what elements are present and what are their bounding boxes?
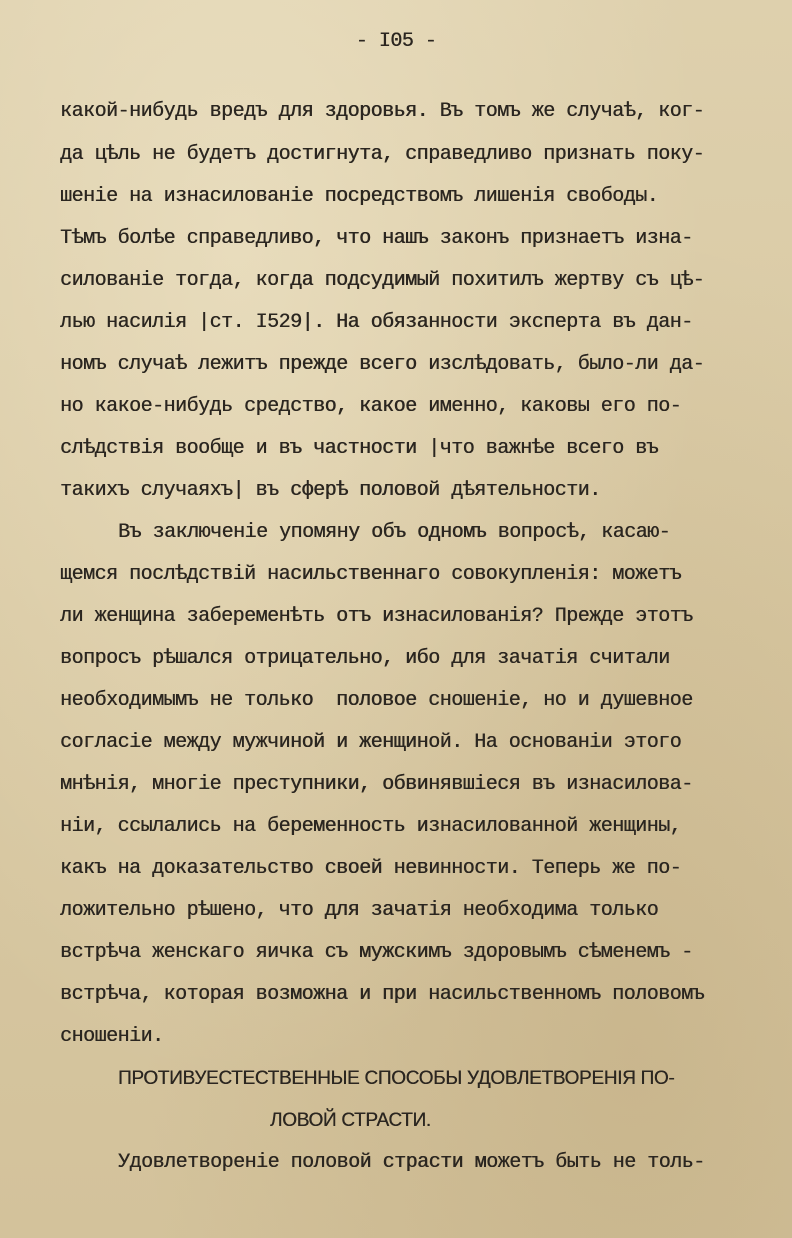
page-number: - I05 -: [355, 30, 437, 53]
text-line: ли женщина забеременѣть отъ изнасилованія? Прежде этотъ: [60, 605, 693, 628]
text-line: Въ заключеніе упомяну объ одномъ вопросѣ, касаю-: [118, 521, 671, 544]
text-line: Тѣмъ болѣе справедливо, что нашъ законъ признаетъ изна-: [60, 227, 693, 250]
text-line: мнѣнія, многіе преступники, обвинявшіеся въ изнасилова-: [60, 773, 693, 796]
text-line: слѣдствія вообще и въ частности |что важнѣе всего въ: [60, 437, 659, 460]
text-line: ложительно рѣшено, что для зачатія необходима только: [60, 899, 659, 922]
text-line: но какое-нибудь средство, какое именно, каковы его по-: [60, 395, 682, 418]
text-line: необходимымъ не только половое сношеніе, но и душевное: [60, 689, 693, 712]
text-line: встрѣча, которая возможна и при насильственномъ половомъ: [60, 983, 705, 1006]
section-heading: ЛОВОЙ СТРАСТИ.: [270, 1110, 431, 1131]
text-line: какой-нибудь вредъ для здоровья. Въ томъ же случаѣ, ког-: [60, 100, 705, 123]
text-line: сношеніи.: [60, 1025, 164, 1048]
text-line: Удовлетвореніе половой страсти можетъ быть не толь-: [118, 1151, 705, 1174]
text-line: номъ случаѣ лежитъ прежде всего изслѣдовать, было-ли да-: [60, 353, 705, 376]
text-line: да цѣль не будетъ достигнута, справедливо признать поку-: [60, 143, 705, 166]
text-line: такихъ случаяхъ| въ сферѣ половой дѣятельности.: [60, 479, 601, 502]
text-line: щемся послѣдствій насильственнаго совокупленія: можетъ: [60, 563, 682, 586]
text-line: согласіе между мужчиной и женщиной. На основаніи этого: [60, 731, 682, 754]
text-line: встрѣча женскаго яичка съ мужскимъ здоровымъ сѣменемъ -: [60, 941, 693, 964]
text-line: силованіе тогда, когда подсудимый похитилъ жертву съ цѣ-: [60, 269, 705, 292]
text-line: шеніе на изнасилованіе посредствомъ лишенія свободы.: [60, 185, 659, 208]
text-line: лью насилія |ст. I529|. На обязанности эксперта въ дан-: [60, 311, 693, 334]
text-line: какъ на доказательство своей невинности. Теперь же по-: [60, 857, 682, 880]
text-line: вопросъ рѣшался отрицательно, ибо для зачатія считали: [60, 647, 670, 670]
section-heading: ПРОТИВУЕСТЕСТВЕННЫЕ СПОСОБЫ УДОВЛЕТВОРЕНІЯ ПО-: [118, 1068, 675, 1089]
text-line: ніи, ссылались на беременность изнасилованной женщины,: [60, 815, 682, 838]
